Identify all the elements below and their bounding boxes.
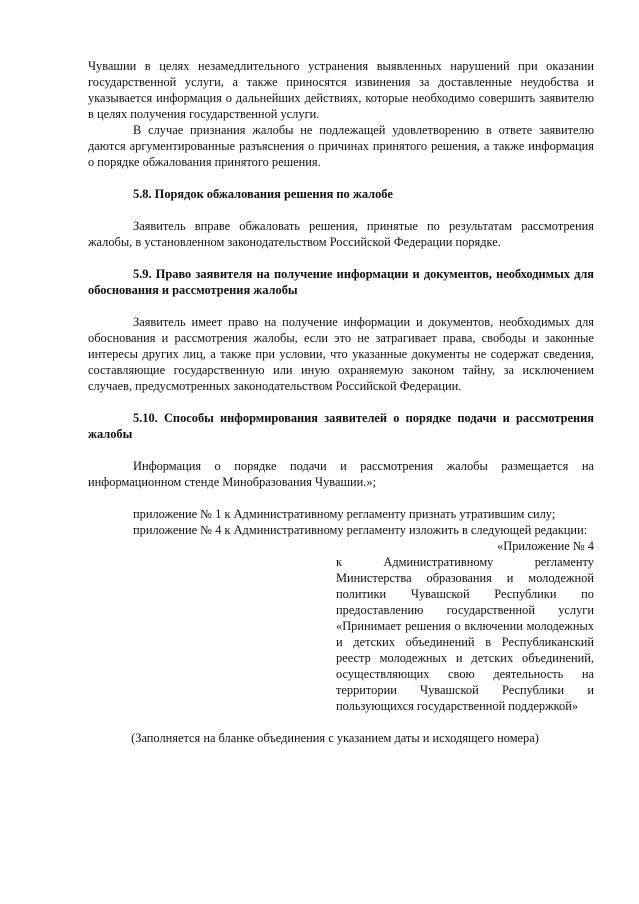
paragraph-continuation: Чувашии в целях незамедлительного устранения выявленных нарушений при оказании государственной услуги, а также приносятся извинения за доставленные неудобства и указывается информация о дальнейших действиях, которые необходимо совершить заявителю в целях получения государственной услуги.	[88, 59, 594, 121]
paragraph-appendix-1: приложение № 1 к Административному регламенту признать утратившим силу;	[133, 507, 556, 521]
paragraph-appendix-4: приложение № 4 к Административному регламенту изложить в следующей редакции:	[133, 523, 588, 537]
appendix-title: «Приложение № 4	[497, 539, 594, 553]
heading-5-9: 5.9. Право заявителя на получение информации и документов, необходимых для обоснования и рассмотрения жалобы	[88, 267, 594, 297]
paragraph-appeal-right: Заявитель вправе обжаловать решения, принятые по результатам рассмотрения жалобы, в установленном законодательством Российской Федерации порядке.	[88, 219, 594, 249]
paragraph-information-right: Заявитель имеет право на получение информации и документов, необходимых для обоснования и рассмотрения жалобы, если это не затрагивает права, свободы и законные интересы других лиц, а также при условии, что указанные документы не содержат сведения, составляющие государственную или иную охраняемую законом тайну, за исключением случаев, предусмотренных законодательством Российской Федерации.	[88, 315, 594, 393]
appendix-header-block	[336, 538, 594, 714]
paragraph-information-stand: Информация о порядке подачи и рассмотрения жалобы размещается на информационном стенде Минобразования Чувашии.»;	[88, 459, 594, 489]
paragraph-rejection: В случае признания жалобы не подлежащей удовлетворению в ответе заявителю даются аргументированные разъяснения о причинах принятого решения, а также информация о порядке обжалования принятого решения.	[88, 123, 594, 169]
heading-5-10: 5.10. Способы информирования заявителей о порядке подачи и рассмотрения жалобы	[88, 411, 594, 441]
appendix-body: к Административному регламенту Министерства образования и молодежной политики Чувашской Республики по предоставлению государственной услуги «Принимает решения о включении молодежных и детских объединений в Республиканский реестр молодежных и детских объединений, осуществляющих свою деятельность на территории Чувашской Республики и пользующихся государственной поддержкой»	[336, 555, 594, 713]
document-page	[88, 58, 594, 746]
footer-note: (Заполняется на бланке объединения с указанием даты и исходящего номера)	[131, 731, 539, 745]
heading-5-8: 5.8. Порядок обжалования решения по жалобе	[133, 187, 393, 201]
